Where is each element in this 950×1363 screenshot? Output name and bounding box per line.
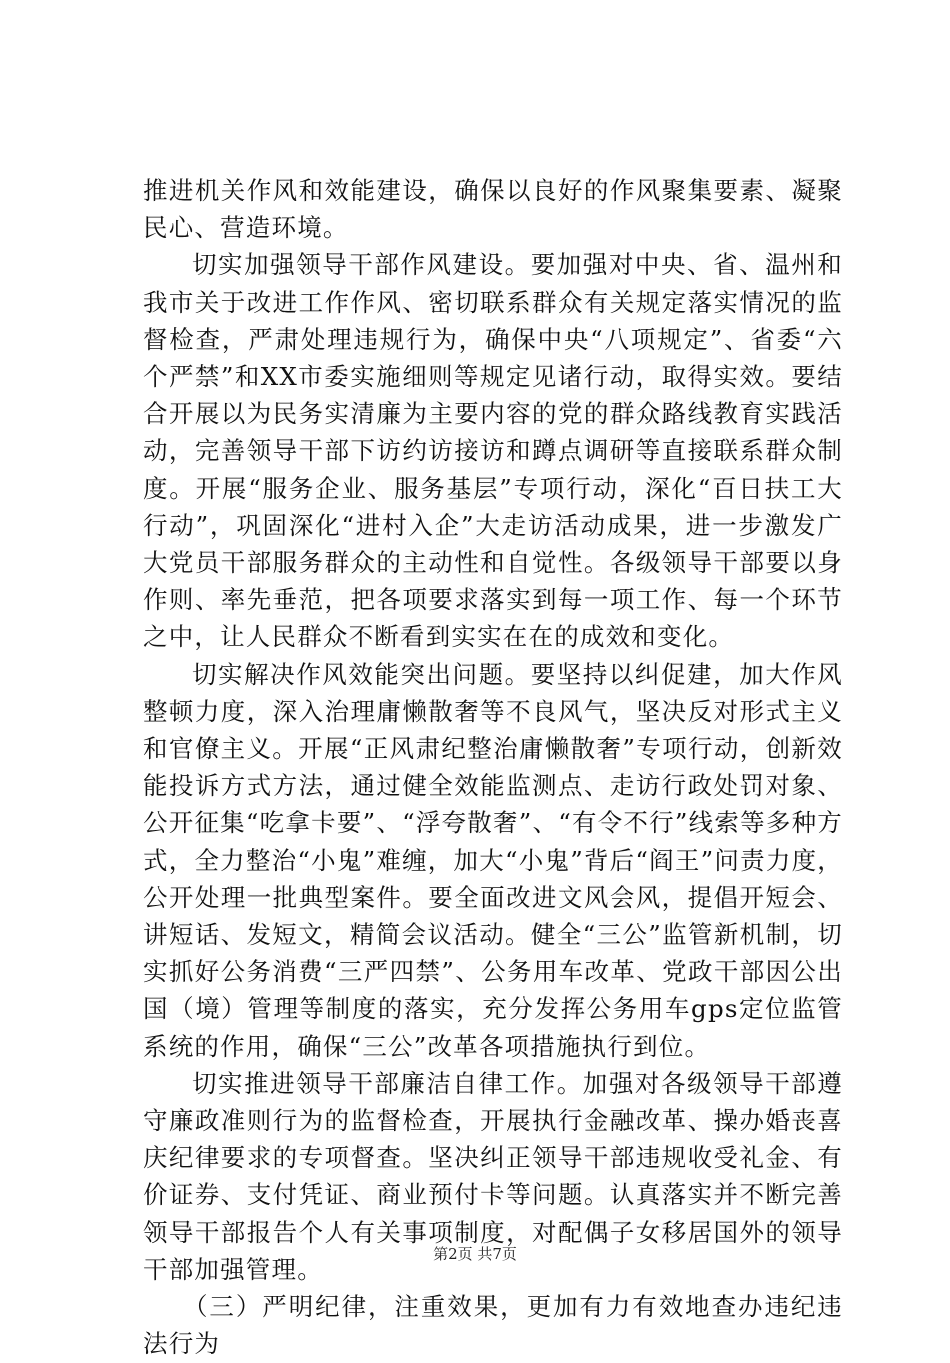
paragraph-efficiency-problems: 切实解决作风效能突出问题。要坚持以纠促建，加大作风整顿力度，深入治理庸懒散奢等不良风气，坚决反对形式主义和官僚主义。开展“正风肃纪整治庸懒散奢”专项行动，创新效能投诉方式方法，通过健全效能监测点、走访行政处罚对象、公开征集“吃拿卡要”、“浮夸散奢”、“有令不行”线索等多种方式，全力整治“小鬼”难缠，加大“小鬼”背后“阎王”问责力度，公开处理一批典型案件。要全面改进文风会风，提倡开短会、讲短话、发短文，精简会议活动。健全“三公”监管新机制，切实抓好公务消费“三严四禁”、公务用车改革、党政干部因公出国（境）管理等制度的落实，充分发挥公务用车gps定位监管系统的作用，确保“三公”改革各项措施执行到位。 bbox=[143, 659, 843, 1061]
paragraph-leadership-style: 切实加强领导干部作风建设。要加强对中央、省、温州和我市关于改进工作作风、密切联系群众有关规定落实情况的监督检查，严肃处理违规行为，确保中央“八项规定”、省委“六个严禁”和XX市委实施细则等规定见诸行动，取得实效。要结合开展以为民务实清廉为主要内容的党的群众路线教育实践活动，完善领导干部下访约访接访和蹲点调研等直接联系群众制度。开展“服务企业、服务基层”专项行动，深化“百日扶工大行动”，巩固深化“进村入企”大走访活动成果，进一步激发广大党员干部服务群众的主动性和自觉性。各级领导干部要以身作则、率先垂范，把各项要求落实到每一项工作、每一个环节之中，让人民群众不断看到实实在在的成效和变化。 bbox=[143, 250, 843, 652]
paragraph-continuation: 推进机关作风和效能建设，确保以良好的作风聚集要素、凝聚民心、营造环境。 bbox=[143, 176, 843, 243]
paragraph-integrity-self-discipline: 切实推进领导干部廉洁自律工作。加强对各级领导干部遵守廉政准则行为的监督检查，开展执行金融改革、操办婚丧喜庆纪律要求的专项督查。坚决纠正领导干部违规收受礼金、有价证券、支付凭证、商业预付卡等问题。认真落实并不断完善领导干部报告个人有关事项制度，对配偶子女移居国外的领导干部加强管理。 bbox=[143, 1068, 843, 1284]
section-heading: （三）严明纪律，注重效果，更加有力有效地查办违纪违法行为 bbox=[143, 1292, 843, 1359]
page-number-footer: 第2页 共7页 bbox=[433, 1245, 517, 1263]
document-body bbox=[143, 172, 843, 1363]
